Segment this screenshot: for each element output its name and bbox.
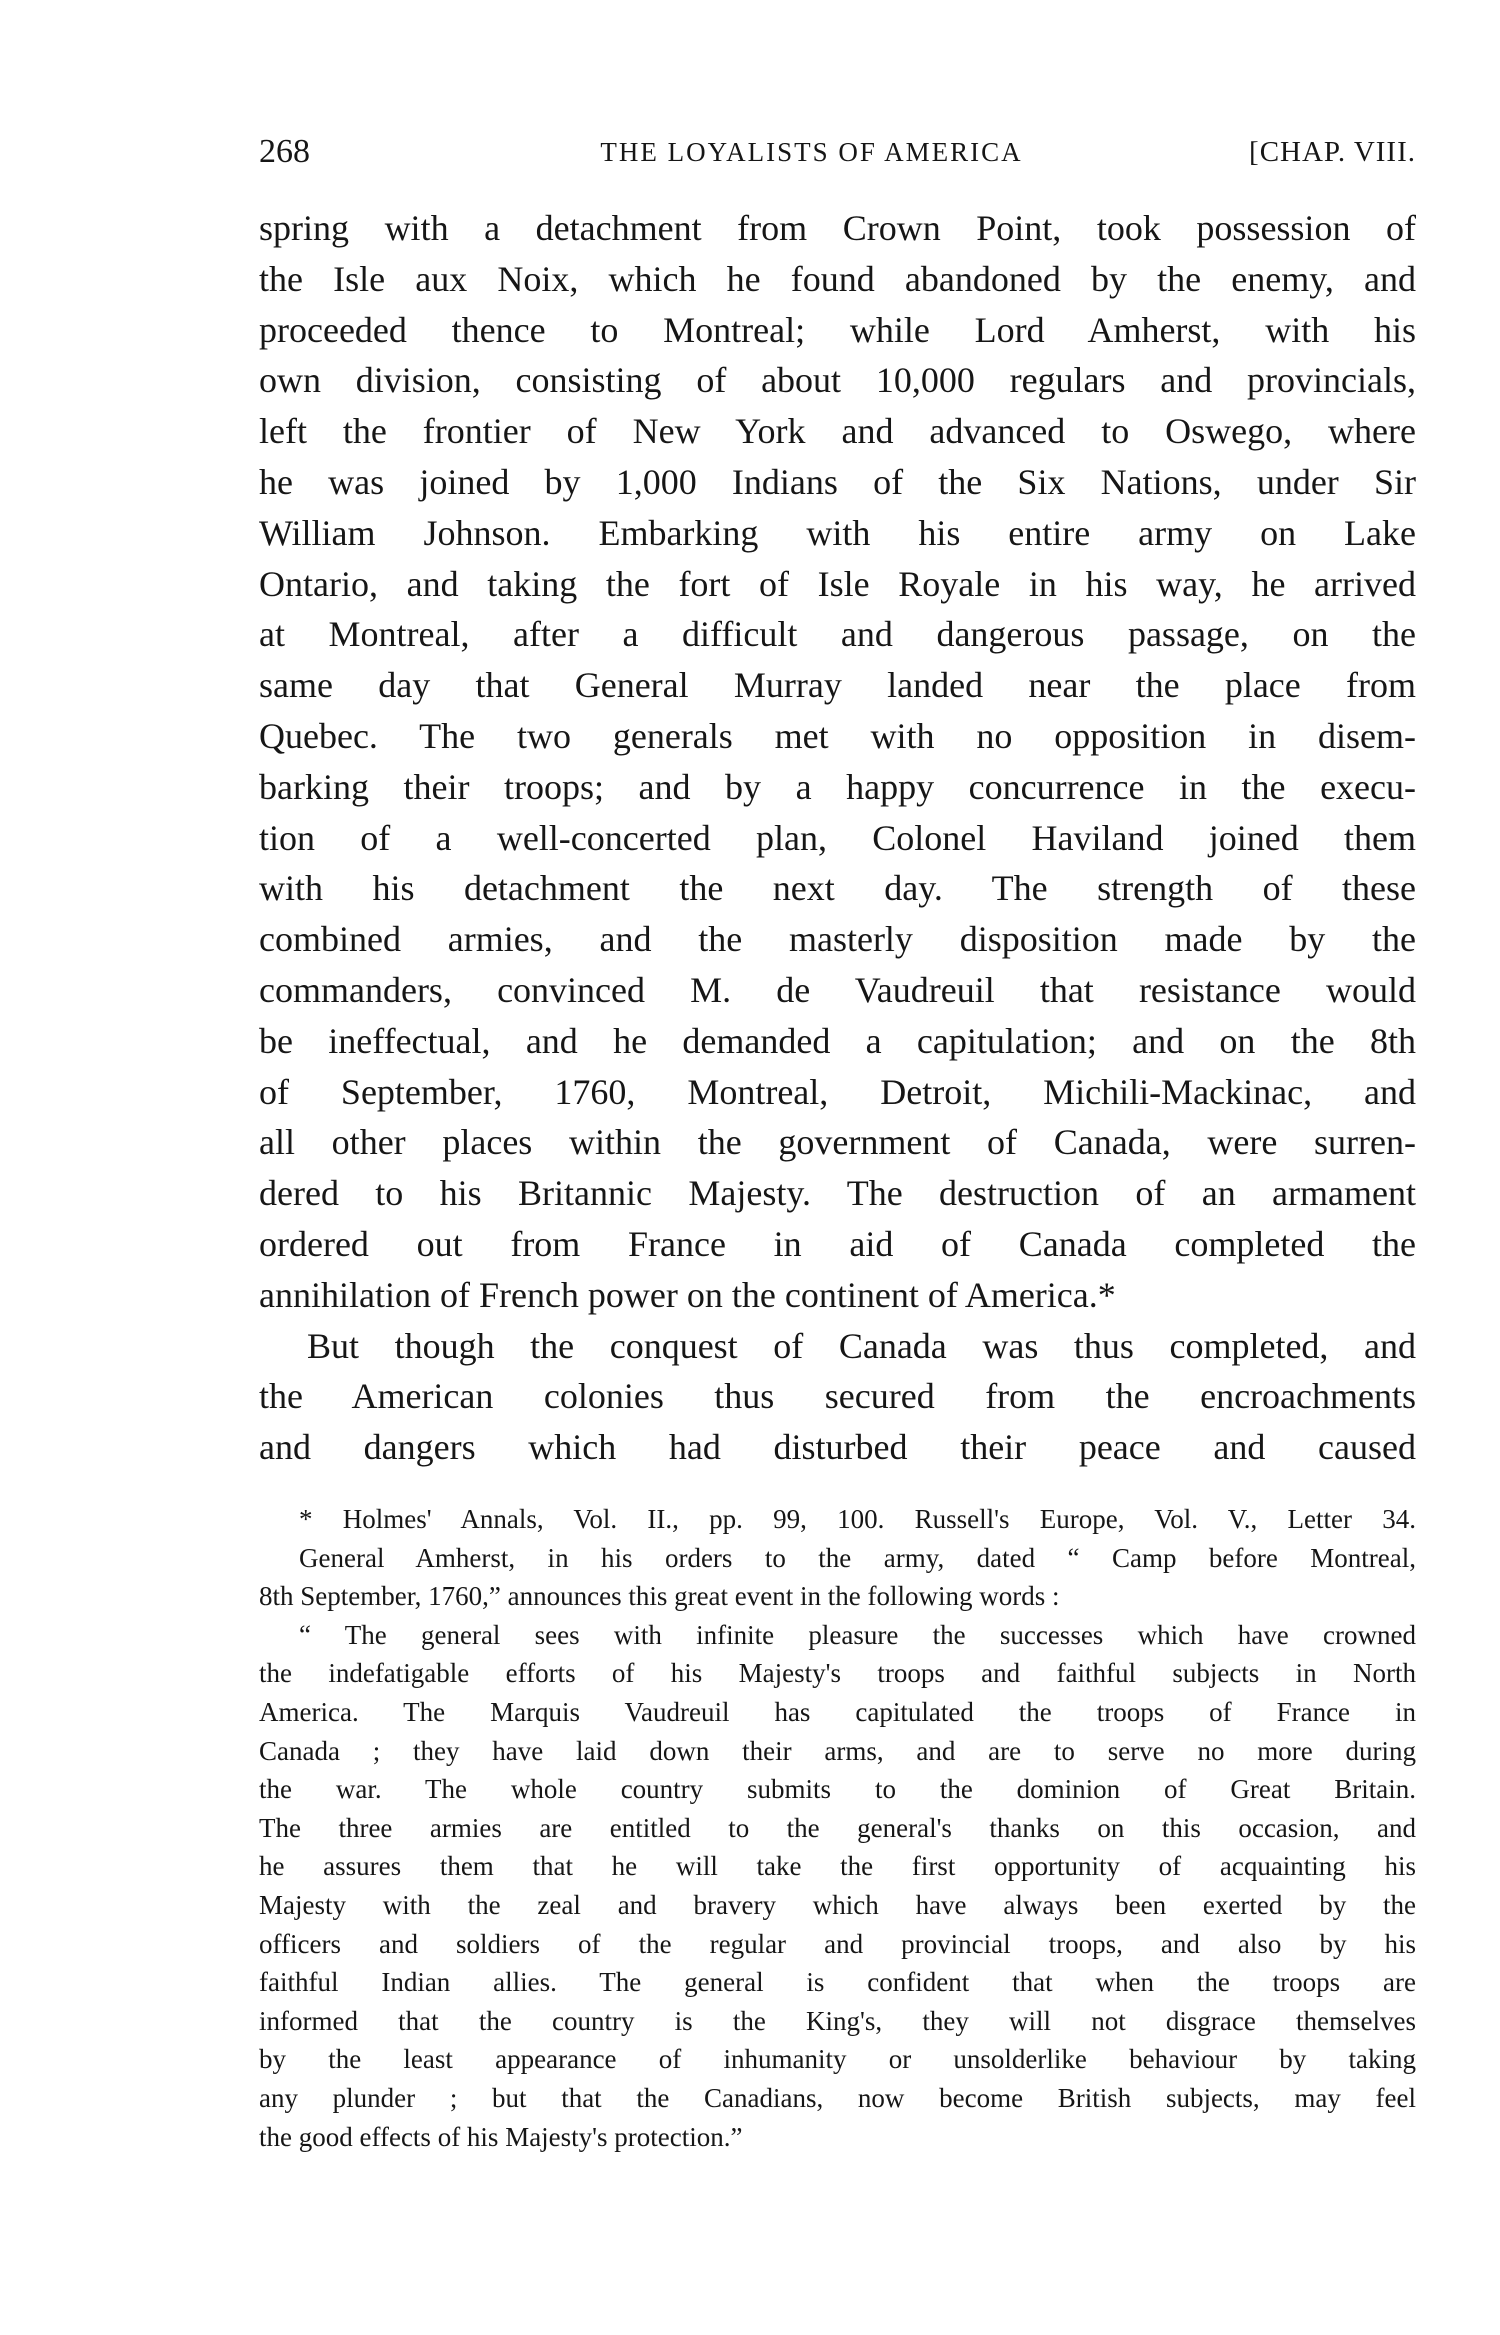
footnote-line: General Amherst, in his orders to the army, dated “ Camp before Montreal, bbox=[299, 1542, 1416, 1573]
text-line: But though the conquest of Canada was thus completed, and bbox=[307, 1325, 1416, 1366]
text-line: proceeded thence to Montreal; while Lord Amherst, with his bbox=[259, 309, 1416, 350]
text-line: the American colonies thus secured from the encroachments bbox=[259, 1376, 1416, 1417]
page-number: 268 bbox=[259, 133, 310, 170]
footnote-line: Canada ; they have laid down their arms, and are to serve no more during bbox=[259, 1735, 1416, 1766]
text-line: tion of a well-concerted plan, Colonel Haviland joined them bbox=[259, 817, 1416, 858]
text-line: dered to his Britannic Majesty. The destruction of an armament bbox=[259, 1173, 1416, 1214]
text-line: William Johnson. Embarking with his entire army on Lake bbox=[259, 512, 1416, 553]
text-line: he was joined by 1,000 Indians of the Six Nations, under Sir bbox=[259, 461, 1416, 502]
footnote-line: Majesty with the zeal and bravery which have always been exerted by the bbox=[259, 1889, 1416, 1920]
footnote-line: * Holmes' Annals, Vol. II., pp. 99, 100. Russell's Europe, Vol. V., Letter 34. bbox=[299, 1504, 1416, 1534]
text-line: and dangers which had disturbed their peace and caused bbox=[259, 1427, 1416, 1468]
chapter-label: [CHAP. VIII. bbox=[1249, 136, 1416, 168]
footnote-line: 8th September, 1760,” announces this great event in the following words : bbox=[259, 1581, 1060, 1612]
text-line: annihilation of French power on the continent of America.* bbox=[259, 1274, 1116, 1315]
running-head bbox=[259, 130, 1416, 174]
text-line: at Montreal, after a difficult and dangerous passage, on the bbox=[259, 614, 1416, 655]
footnote bbox=[259, 1500, 1416, 2156]
text-line: be ineffectual, and he demanded a capitulation; and on the 8th bbox=[259, 1020, 1416, 1061]
footnote-line: The three armies are entitled to the general's thanks on this occasion, and bbox=[259, 1812, 1416, 1843]
footnote-line: by the least appearance of inhumanity or unsolderlike behaviour by taking bbox=[259, 2044, 1416, 2075]
text-line: Ontario, and taking the fort of Isle Royale in his way, he arrived bbox=[259, 563, 1416, 604]
footnote-line: the war. The whole country submits to the dominion of Great Britain. bbox=[259, 1774, 1416, 1805]
footnote-line: faithful Indian allies. The general is confident that when the troops are bbox=[259, 1967, 1416, 1998]
footnote-line: he assures them that he will take the first opportunity of acquainting his bbox=[259, 1851, 1416, 1882]
footnote-line: officers and soldiers of the regular and provincial troops, and also by his bbox=[259, 1928, 1416, 1959]
text-line: barking their troops; and by a happy concurrence in the execu- bbox=[259, 766, 1416, 807]
main-text bbox=[259, 203, 1416, 1473]
text-line: spring with a detachment from Crown Point, took possession of bbox=[259, 208, 1416, 248]
text-line: combined armies, and the masterly disposition made by the bbox=[259, 919, 1416, 960]
text-line: with his detachment the next day. The strength of these bbox=[259, 868, 1416, 909]
footnote-line: America. The Marquis Vaudreuil has capitulated the troops of France in bbox=[259, 1696, 1416, 1727]
footnote-line: informed that the country is the King's, they will not disgrace themselves bbox=[259, 2005, 1416, 2036]
running-title: THE LOYALISTS OF AMERICA bbox=[600, 137, 1023, 167]
footnote-line: “ The general sees with infinite pleasure the successes which have crowned bbox=[299, 1619, 1416, 1650]
text-line: the Isle aux Noix, which he found abandoned by the enemy, and bbox=[259, 258, 1416, 299]
text-line: of September, 1760, Montreal, Detroit, Michili-Mackinac, and bbox=[259, 1071, 1416, 1112]
text-line: Quebec. The two generals met with no opposition in disem- bbox=[259, 715, 1416, 756]
footnote-line: the good effects of his Majesty's protection.” bbox=[259, 2121, 743, 2152]
footnote-line: any plunder ; but that the Canadians, now become British subjects, may feel bbox=[259, 2082, 1416, 2113]
text-line: left the frontier of New York and advanced to Oswego, where bbox=[259, 411, 1416, 452]
text-line: commanders, convinced M. de Vaudreuil that resistance would bbox=[259, 969, 1416, 1010]
text-line: same day that General Murray landed near the place from bbox=[259, 665, 1416, 706]
text-line: ordered out from France in aid of Canada completed the bbox=[259, 1223, 1416, 1264]
footnote-line: the indefatigable efforts of his Majesty's troops and faithful subjects in North bbox=[259, 1658, 1416, 1689]
text-line: all other places within the government of Canada, were surren- bbox=[259, 1122, 1416, 1163]
text-line: own division, consisting of about 10,000 regulars and provincials, bbox=[259, 360, 1416, 401]
